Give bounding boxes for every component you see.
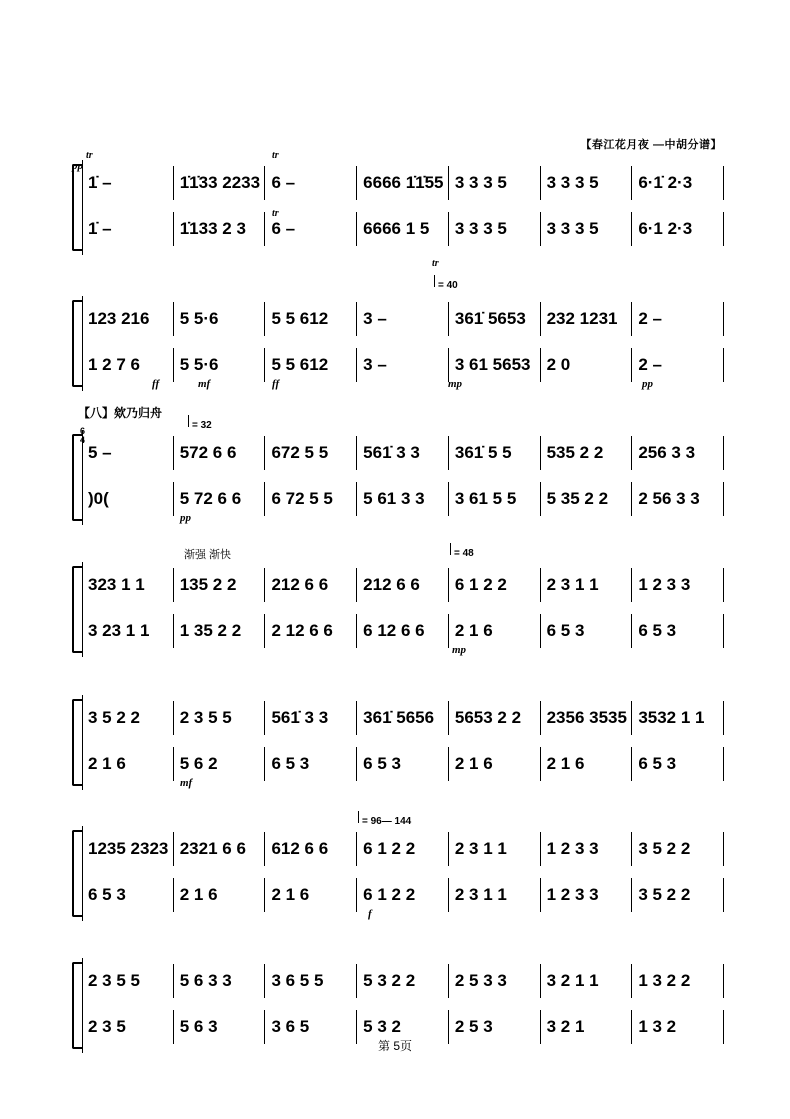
measure bbox=[356, 166, 448, 200]
measure bbox=[356, 302, 448, 336]
score-system bbox=[72, 280, 724, 391]
measure-notes: 1 2 3 3 bbox=[638, 575, 691, 594]
measure bbox=[82, 212, 173, 246]
measure bbox=[82, 568, 173, 602]
trill-mark: tr bbox=[432, 258, 439, 269]
measure bbox=[631, 701, 724, 735]
measure bbox=[82, 614, 173, 648]
measure-notes: 535 2 2 bbox=[546, 443, 604, 462]
measure bbox=[631, 212, 724, 246]
measure-notes: 1 35 2 2 bbox=[179, 621, 242, 640]
measure bbox=[264, 878, 356, 912]
measure bbox=[356, 832, 448, 866]
measure bbox=[448, 482, 540, 516]
measure bbox=[448, 964, 540, 998]
measure-notes: 3 3 3 5 bbox=[546, 219, 599, 238]
score-system bbox=[72, 548, 724, 657]
measure bbox=[356, 568, 448, 602]
upper-part bbox=[82, 166, 724, 200]
measure-notes: 3 23 1 1 bbox=[88, 621, 150, 640]
measure-notes: 3 6 5 bbox=[271, 1017, 310, 1036]
dynamic-mark: mf bbox=[198, 378, 211, 390]
measure-notes: 3532 1 1 bbox=[638, 708, 705, 727]
measure-notes: 1 3 2 bbox=[638, 1017, 677, 1036]
upper-part bbox=[82, 568, 724, 602]
tempo-mark bbox=[450, 544, 474, 559]
measure-notes: 123 216 bbox=[88, 309, 150, 328]
measure bbox=[356, 747, 448, 781]
measure-notes: 232 1231 bbox=[546, 309, 618, 328]
measure-notes: 2 3 1 1 bbox=[454, 885, 507, 904]
measure-notes: 1 3 2 2 bbox=[638, 971, 691, 990]
dynamic-mark: mp bbox=[452, 644, 467, 656]
measure bbox=[631, 614, 724, 648]
measure-notes: 6·1̇ 2·3 bbox=[638, 173, 693, 192]
measure-notes: 2 1 6 bbox=[546, 754, 585, 773]
measure bbox=[264, 568, 356, 602]
measure-notes: 212 6 6 bbox=[363, 575, 420, 594]
measure-notes: 5 3 2 2 bbox=[363, 971, 416, 990]
measure bbox=[264, 482, 356, 516]
measure bbox=[356, 614, 448, 648]
measure-notes: 2 1 6 bbox=[88, 754, 126, 773]
measure-notes: 2 1 6 bbox=[179, 885, 218, 904]
measure bbox=[356, 701, 448, 735]
measure bbox=[173, 348, 265, 382]
measure-notes: 3 2 1 bbox=[546, 1017, 585, 1036]
measure-notes: 2 5 3 bbox=[454, 1017, 493, 1036]
measure bbox=[631, 964, 724, 998]
measure-notes: 5 5 612 bbox=[271, 309, 329, 328]
expression-text: 渐强 渐快 bbox=[184, 549, 232, 561]
score-system bbox=[72, 150, 724, 269]
tempo-value: = 48 bbox=[454, 548, 474, 559]
measure-notes: 3 3 3 5 bbox=[546, 173, 599, 192]
measure-notes: 5653 2 2 bbox=[454, 708, 522, 727]
measure-notes: 2 1 6 bbox=[454, 754, 493, 773]
measure bbox=[448, 436, 540, 470]
measure-notes: 6 1 2 2 bbox=[363, 885, 416, 904]
measure bbox=[631, 482, 724, 516]
measure bbox=[540, 964, 632, 998]
measure-notes: 3 3 3 5 bbox=[454, 219, 507, 238]
measure-notes: 5 3 2 bbox=[363, 1017, 401, 1036]
measure bbox=[82, 747, 173, 781]
measure bbox=[173, 964, 265, 998]
measure bbox=[82, 348, 173, 382]
measure-notes: 5 35 2 2 bbox=[546, 489, 609, 508]
measure-notes: 3 5 2 2 bbox=[638, 885, 691, 904]
system-bracket bbox=[72, 830, 82, 917]
measure-notes: 6 5 3 bbox=[363, 754, 401, 773]
measure-notes: 3 5 2 2 bbox=[88, 708, 140, 727]
trill-mark: tr bbox=[272, 208, 279, 219]
measure-notes: 6 72 5 5 bbox=[271, 489, 333, 508]
measure-notes: 2 12 6 6 bbox=[271, 621, 333, 640]
upper-part bbox=[82, 302, 724, 336]
measure-notes: 2 56 3 3 bbox=[638, 489, 700, 508]
measure-notes: 1235 2323 bbox=[88, 839, 169, 858]
measure bbox=[448, 302, 540, 336]
measure-notes: 6 – bbox=[271, 219, 296, 238]
dynamic-mark: mf bbox=[180, 777, 193, 789]
measure-notes: 6 5 3 bbox=[88, 885, 126, 904]
measure-notes: 5 5 612 bbox=[271, 355, 329, 374]
measure-notes: 5 6 2 bbox=[179, 754, 218, 773]
measure-notes: 3 5 2 2 bbox=[638, 839, 691, 858]
measure-notes: 561̇ 3 3 bbox=[363, 443, 420, 462]
measure bbox=[448, 878, 540, 912]
measure bbox=[631, 302, 724, 336]
system-bracket bbox=[72, 962, 82, 1049]
measure bbox=[540, 302, 632, 336]
measure bbox=[540, 348, 632, 382]
dynamic-mark: pp bbox=[180, 512, 191, 524]
measure-notes: 1̇1̇33 2233 bbox=[179, 173, 261, 192]
measure bbox=[356, 436, 448, 470]
score-system bbox=[72, 420, 724, 525]
measure bbox=[356, 878, 448, 912]
measure bbox=[264, 701, 356, 735]
tempo-mark bbox=[188, 416, 212, 431]
dynamic-mark: f bbox=[368, 908, 372, 920]
measure-notes: 6 1 2 2 bbox=[454, 575, 507, 594]
upper-part bbox=[82, 964, 724, 998]
measure bbox=[540, 482, 632, 516]
measure bbox=[631, 878, 724, 912]
measure-notes: )0( bbox=[88, 489, 109, 508]
score-system bbox=[72, 816, 724, 921]
dynamic-mark: mp bbox=[448, 378, 463, 390]
measure-notes: 3 2 1 1 bbox=[546, 971, 599, 990]
system-bracket bbox=[72, 164, 82, 251]
measure-notes: 6666 1 5 bbox=[363, 219, 430, 238]
lower-part bbox=[82, 614, 724, 648]
measure bbox=[540, 747, 632, 781]
score-system bbox=[72, 695, 724, 790]
measure-notes: 2356 3535 bbox=[546, 708, 627, 727]
measure bbox=[356, 964, 448, 998]
measure-notes: 323 1 1 bbox=[88, 575, 145, 594]
measure-notes: 5 6 3 3 bbox=[179, 971, 232, 990]
system-bracket bbox=[72, 566, 82, 653]
measure bbox=[448, 568, 540, 602]
dynamic-mark: pp bbox=[72, 160, 83, 172]
measure bbox=[356, 212, 448, 246]
measure bbox=[448, 212, 540, 246]
measure-notes: 6·1 2·3 bbox=[638, 219, 693, 238]
measure-notes: 361̇ 5653 bbox=[454, 309, 526, 328]
measure-notes: 2 1 6 bbox=[271, 885, 310, 904]
tempo-value: = 40 bbox=[438, 280, 458, 291]
measure-notes: 3 – bbox=[363, 309, 387, 328]
measure-notes: 6 5 3 bbox=[638, 754, 677, 773]
measure bbox=[264, 747, 356, 781]
measure bbox=[82, 436, 173, 470]
measure bbox=[173, 482, 265, 516]
measure-notes: 256 3 3 bbox=[638, 443, 696, 462]
upper-part bbox=[82, 701, 724, 735]
measure bbox=[173, 747, 265, 781]
dynamic-mark: ff bbox=[272, 378, 280, 390]
measure bbox=[173, 166, 265, 200]
measure-notes: 2321 6 6 bbox=[179, 839, 246, 858]
measure-notes: 2 3 5 5 bbox=[179, 708, 232, 727]
measure bbox=[540, 436, 632, 470]
measure bbox=[540, 568, 632, 602]
lower-part bbox=[82, 348, 724, 382]
measure-notes: 2 3 1 1 bbox=[454, 839, 507, 858]
measure-notes: 2 3 1 1 bbox=[546, 575, 599, 594]
measure bbox=[540, 614, 632, 648]
time-signature: 6 4 bbox=[80, 426, 86, 445]
measure bbox=[173, 212, 265, 246]
measure-notes: 1 2 3 3 bbox=[546, 885, 599, 904]
lower-part bbox=[82, 747, 724, 781]
measure bbox=[264, 348, 356, 382]
measure bbox=[631, 832, 724, 866]
measure-notes: 6 5 3 bbox=[546, 621, 585, 640]
tempo-value: = 32 bbox=[192, 420, 212, 431]
measure bbox=[540, 212, 632, 246]
tempo-mark bbox=[434, 276, 458, 291]
measure-notes: 1̇133 2 3 bbox=[179, 219, 246, 238]
measure bbox=[264, 964, 356, 998]
measure bbox=[82, 878, 173, 912]
measure bbox=[173, 878, 265, 912]
measure bbox=[173, 832, 265, 866]
measure-notes: 6 – bbox=[271, 173, 296, 192]
tempo-mark bbox=[358, 812, 411, 827]
lower-part bbox=[82, 878, 724, 912]
measure bbox=[82, 482, 173, 516]
section-label: 【八】欸乃归舟 bbox=[78, 406, 163, 420]
trill-mark: tr bbox=[272, 150, 279, 161]
measure bbox=[631, 436, 724, 470]
measure-notes: 3 3 3 5 bbox=[454, 173, 507, 192]
measure bbox=[82, 302, 173, 336]
measure bbox=[173, 614, 265, 648]
measure-notes: 572 6 6 bbox=[179, 443, 237, 462]
measure bbox=[264, 614, 356, 648]
measure bbox=[82, 832, 173, 866]
measure-notes: 6666 1̇1̇55 bbox=[363, 173, 444, 192]
measure bbox=[173, 701, 265, 735]
measure-notes: 6 12 6 6 bbox=[363, 621, 425, 640]
measure bbox=[448, 348, 540, 382]
measure bbox=[264, 166, 356, 200]
measure bbox=[173, 436, 265, 470]
measure bbox=[631, 747, 724, 781]
measure-notes: 2 3 5 5 bbox=[88, 971, 140, 990]
measure-notes: 3 – bbox=[363, 355, 387, 374]
measure bbox=[540, 878, 632, 912]
system-bracket bbox=[72, 434, 82, 521]
measure bbox=[448, 701, 540, 735]
measure-notes: 6 5 3 bbox=[638, 621, 677, 640]
measure-notes: 5 5·6 bbox=[179, 355, 219, 374]
measure-notes: 2 – bbox=[638, 309, 662, 328]
measure-notes: 1 2 7 6 bbox=[88, 355, 140, 374]
measure-notes: 2 – bbox=[638, 355, 662, 374]
measure bbox=[173, 302, 265, 336]
measure bbox=[173, 568, 265, 602]
tempo-value: = 96— 144 bbox=[362, 816, 412, 827]
lower-part bbox=[82, 212, 724, 246]
measure bbox=[264, 436, 356, 470]
measure-notes: 5 61 3 3 bbox=[363, 489, 425, 508]
measure bbox=[540, 166, 632, 200]
measure-notes: 2 3 5 bbox=[88, 1017, 126, 1036]
measure bbox=[82, 166, 173, 200]
measure-notes: 561̇ 3 3 bbox=[271, 708, 329, 727]
measure-notes: 5 72 6 6 bbox=[179, 489, 242, 508]
measure bbox=[631, 166, 724, 200]
measure-notes: 3 6 5 5 bbox=[271, 971, 324, 990]
measure-notes: 212 6 6 bbox=[271, 575, 329, 594]
measure bbox=[264, 302, 356, 336]
measure-notes: 5 6 3 bbox=[179, 1017, 218, 1036]
measure bbox=[540, 701, 632, 735]
measure-notes: 2 5 3 3 bbox=[454, 971, 507, 990]
system-bracket bbox=[72, 300, 82, 387]
measure-notes: 2 1 6 bbox=[454, 621, 493, 640]
measure-notes: 6 1 2 2 bbox=[363, 839, 416, 858]
measure bbox=[631, 568, 724, 602]
measure bbox=[631, 348, 724, 382]
lower-part bbox=[82, 482, 724, 516]
measure-notes: 3 61 5 5 bbox=[454, 489, 517, 508]
measure-notes: 1̇ – bbox=[88, 219, 112, 238]
measure bbox=[448, 614, 540, 648]
measure bbox=[540, 832, 632, 866]
system-bracket bbox=[72, 699, 82, 786]
measure-notes: 135 2 2 bbox=[179, 575, 237, 594]
measure-notes: 1 2 3 3 bbox=[546, 839, 599, 858]
measure-notes: 361̇ 5 5 bbox=[454, 443, 512, 462]
measure bbox=[448, 747, 540, 781]
upper-part bbox=[82, 832, 724, 866]
score-title: 【春江花月夜 —中胡分谱】 bbox=[580, 139, 722, 151]
trill-mark: tr bbox=[86, 150, 93, 161]
dynamic-mark: pp bbox=[642, 378, 653, 390]
measure bbox=[356, 482, 448, 516]
upper-part bbox=[82, 436, 724, 470]
measure-notes: 672 5 5 bbox=[271, 443, 329, 462]
measure-notes: 2 0 bbox=[546, 355, 571, 374]
measure-notes: 5 – bbox=[88, 443, 112, 462]
measure-notes: 361̇ 5656 bbox=[363, 708, 435, 727]
measure bbox=[264, 832, 356, 866]
measure-notes: 1̇ – bbox=[88, 173, 112, 192]
measure-notes: 612 6 6 bbox=[271, 839, 329, 858]
measure-notes: 3 61 5653 bbox=[454, 355, 531, 374]
measure bbox=[448, 166, 540, 200]
measure bbox=[356, 348, 448, 382]
dynamic-mark: ff bbox=[152, 378, 160, 390]
page-number: 第 5页 bbox=[377, 1039, 412, 1053]
measure-notes: 6 5 3 bbox=[271, 754, 310, 773]
measure bbox=[82, 964, 173, 998]
measure bbox=[82, 701, 173, 735]
measure-notes: 5 5·6 bbox=[179, 309, 219, 328]
measure bbox=[448, 832, 540, 866]
